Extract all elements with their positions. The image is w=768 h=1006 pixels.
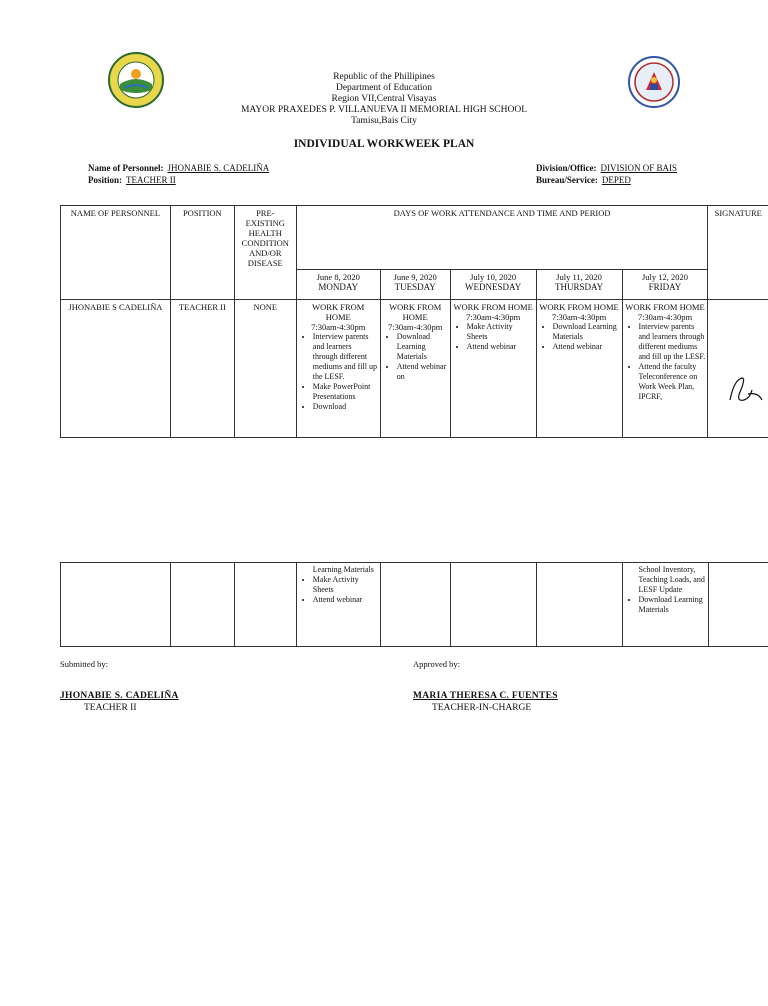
day-header — [622, 270, 708, 300]
day-date: July 10, 2020 — [470, 272, 517, 282]
wednesday-tasks — [453, 322, 534, 352]
approved-name: MARIA THERESA C. FUENTES — [413, 691, 558, 701]
header-line-2: Department of Education — [335, 83, 433, 93]
col-header-position: POSITION — [170, 206, 234, 300]
list-item: • Attend webinar on — [397, 362, 448, 382]
day-header — [450, 270, 536, 300]
submitted-by-label: Submitted by: — [60, 659, 108, 669]
empty-cell — [380, 563, 450, 647]
empty-cell — [61, 563, 171, 647]
col-header-condition: PRE-EXISTING HEALTH CONDITION AND/OR DISEASE — [234, 206, 296, 300]
empty-cell — [170, 563, 234, 647]
list-item: • Make Activity Sheets — [467, 322, 534, 342]
time-label: 7:30am-4:30pm — [637, 312, 693, 322]
col-header-name: NAME OF PERSONNEL — [61, 206, 171, 300]
condition-cell: NONE — [234, 300, 296, 438]
list-item: • Download — [313, 402, 378, 412]
submitted-name: JHONABIE S. CADELIÑA — [60, 691, 179, 701]
wfh-label: WORK FROM HOME — [625, 302, 705, 312]
time-label: 7:30am-4:30pm — [465, 312, 521, 322]
position-row — [88, 175, 176, 185]
empty-cell — [536, 563, 622, 647]
col-header-signature: SIGNATURE — [708, 206, 768, 300]
day-date: July 12, 2020 — [641, 272, 688, 282]
list-item: • Make PowerPoint Presentations — [313, 382, 378, 402]
friday-continued-lead: School Inventory, Teaching Loads, and LESF Update — [638, 565, 705, 594]
monday-tasks — [299, 332, 378, 412]
table-row — [61, 563, 768, 647]
monday-cell — [296, 300, 380, 438]
handwritten-signature — [724, 370, 764, 410]
list-item: • Attend the faculty Teleconference on Work Week Plan, IPCRF, — [639, 362, 706, 402]
day-name: MONDAY — [318, 282, 359, 292]
list-item: • Attend webinar — [313, 595, 378, 605]
wfh-label: WORK FROM HOME — [312, 302, 365, 322]
time-label: 7:30am-4:30pm — [311, 322, 366, 332]
time-label: 7:30am-4:30pm — [551, 312, 607, 322]
thursday-tasks — [539, 322, 620, 352]
position-cell: TEACHER II — [170, 300, 234, 438]
empty-cell — [708, 563, 768, 647]
list-item: • Attend webinar — [553, 342, 620, 352]
friday-tasks — [625, 322, 706, 402]
submitted-role: TEACHER II — [84, 703, 137, 713]
wfh-label: WORK FROM HOME — [539, 302, 619, 312]
bureau-row — [536, 175, 631, 185]
empty-cell — [450, 563, 536, 647]
approved-by-label: Approved by: — [413, 659, 460, 669]
list-item: • Download Learning Materials — [397, 332, 448, 362]
list-item: • Download Learning Materials — [553, 322, 620, 342]
thursday-cell — [536, 300, 622, 438]
deped-seal-logo — [628, 56, 680, 108]
day-date: June 8, 2020 — [316, 272, 360, 282]
day-header — [380, 270, 450, 300]
school-name: MAYOR PRAXEDES P. VILLANUEVA II MEMORIAL HIGH SCHOOL — [240, 105, 528, 115]
approved-role: TEACHER-IN-CHARGE — [432, 703, 532, 713]
header-line-1: Republic of the Phillipines — [333, 72, 435, 82]
tuesday-cell — [380, 300, 450, 438]
header-line-5: Tamisu,Bais City — [351, 116, 417, 126]
day-date: July 11, 2020 — [556, 272, 602, 282]
position-label: Position: — [88, 175, 123, 185]
workweek-table — [60, 205, 768, 438]
signature-cell — [708, 300, 768, 438]
friday-cell — [622, 300, 708, 438]
personnel-value: JHONABIE S. CADELIÑA — [167, 163, 270, 173]
personnel-row — [88, 163, 269, 173]
bureau-label: Bureau/Service: — [536, 175, 598, 185]
monday-continued-cell — [296, 563, 380, 647]
division-row — [536, 163, 677, 173]
day-header — [536, 270, 622, 300]
personnel-name-cell: JHONABIE S CADELIÑA — [61, 300, 171, 438]
empty-cell — [234, 563, 296, 647]
day-name: THURSDAY — [554, 282, 604, 292]
list-item: • Interview parents and learners through different mediums and fill up the LESF. — [639, 322, 706, 362]
day-header — [296, 270, 380, 300]
list-item: • Attend webinar — [467, 342, 534, 352]
wfh-label: WORK FROM HOME — [389, 302, 442, 322]
table-row — [61, 300, 768, 438]
continuation-table — [60, 562, 768, 647]
list-item: • Download Learning Materials — [639, 595, 706, 615]
friday-continued-tasks — [625, 595, 706, 615]
division-value: DIVISION OF BAIS — [600, 163, 678, 173]
school-seal-logo — [108, 52, 164, 108]
bureau-value: DEPED — [601, 175, 631, 185]
monday-continued-tasks — [299, 575, 378, 605]
friday-continued-cell — [622, 563, 708, 647]
day-name: TUESDAY — [394, 282, 436, 292]
day-date: June 9, 2020 — [393, 272, 437, 282]
time-label: 7:30am-4:30pm — [388, 322, 443, 332]
personnel-label: Name of Personnel: — [88, 163, 164, 173]
position-value: TEACHER II — [126, 175, 176, 185]
wfh-label: WORK FROM HOME — [453, 302, 533, 312]
page-title: INDIVIDUAL WORKWEEK PLAN — [293, 138, 475, 150]
header-line-3: Region VII,Central Visayas — [331, 94, 437, 104]
list-item: • Interview parents and learners through different mediums and fill up the LESF. — [313, 332, 378, 382]
col-header-days: DAYS OF WORK ATTENDANCE AND TIME AND PERIOD — [296, 206, 708, 270]
day-name: WEDNESDAY — [465, 282, 522, 292]
list-item: • Make Activity Sheets — [313, 575, 378, 595]
monday-continued-lead: Learning Materials — [312, 565, 374, 574]
day-name: FRIDAY — [648, 282, 682, 292]
division-label: Division/Office: — [536, 163, 597, 173]
tuesday-tasks — [383, 332, 448, 382]
wednesday-cell — [450, 300, 536, 438]
